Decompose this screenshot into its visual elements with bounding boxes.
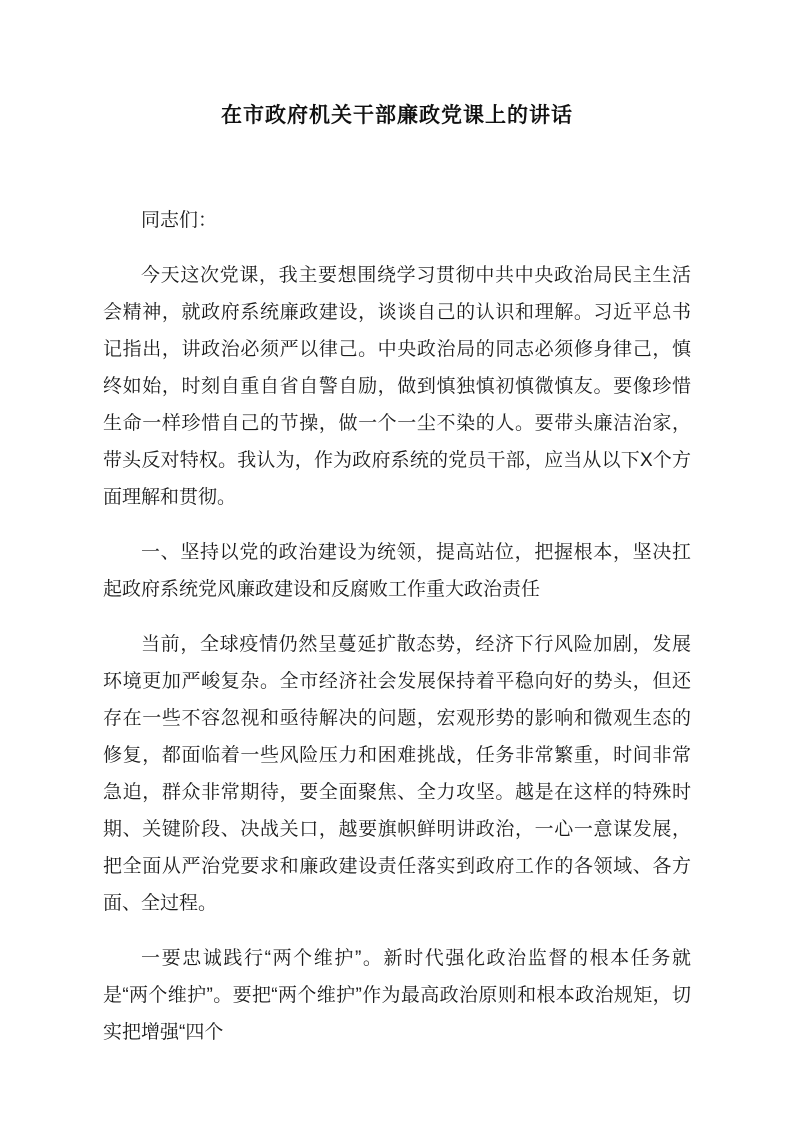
document-title: 在市政府机关干部廉政党课上的讲话 [221,104,573,127]
paragraph-two-upholds: 一要忠诚践行“两个维护”。新时代强化政治监督的根本任务就是“两个维护”。要把“两个维护”作为最高政治原则和根本政治规矩，切实把增强“四个 [103,948,691,1043]
paragraph-situation: 当前，全球疫情仍然呈蔓延扩散态势，经济下行风险加剧，发展环境更加严峻复杂。全市经济社会发展保持着平稳向好的势头，但还存在一些不容忽视和亟待解决的问题，宏观形势的影响和微观生态的修复，都面临着一些风险压力和困难挑战，任务非常繁重，时间非常急迫，群众非常期待，要全面聚焦、全力攻坚。越是在这样的特殊时期、关键阶段、决战关口，越要旗帜鲜明讲政治，一心一意谋发展，把全面从严治党要求和廉政建设责任落实到政府工作的各领域、各方面、全过程。 [103,634,691,914]
salutation: 同志们： [141,210,218,231]
paragraph-intro: 今天这次党课，我主要想围绕学习贯彻中共中央政治局民主生活会精神，就政府系统廉政建设，谈谈自己的认识和理解。习近平总书记指出，讲政治必须严以律己。中央政治局的同志必须修身律己，慎终如始，时刻自重自省自警自励，做到慎独慎初慎微慎友。要像珍惜生命一样珍惜自己的节操，做一个一尘不染的人。要带头廉洁治家，带头反对特权。我认为，作为政府系统的党员干部，应当从以下X个方面理解和贯彻。 [103,265,691,508]
section-heading-1: 一、坚持以党的政治建设为统领，提高站位，把握根本，坚决扛起政府系统党风廉政建设和反腐败工作重大政治责任 [103,542,691,600]
